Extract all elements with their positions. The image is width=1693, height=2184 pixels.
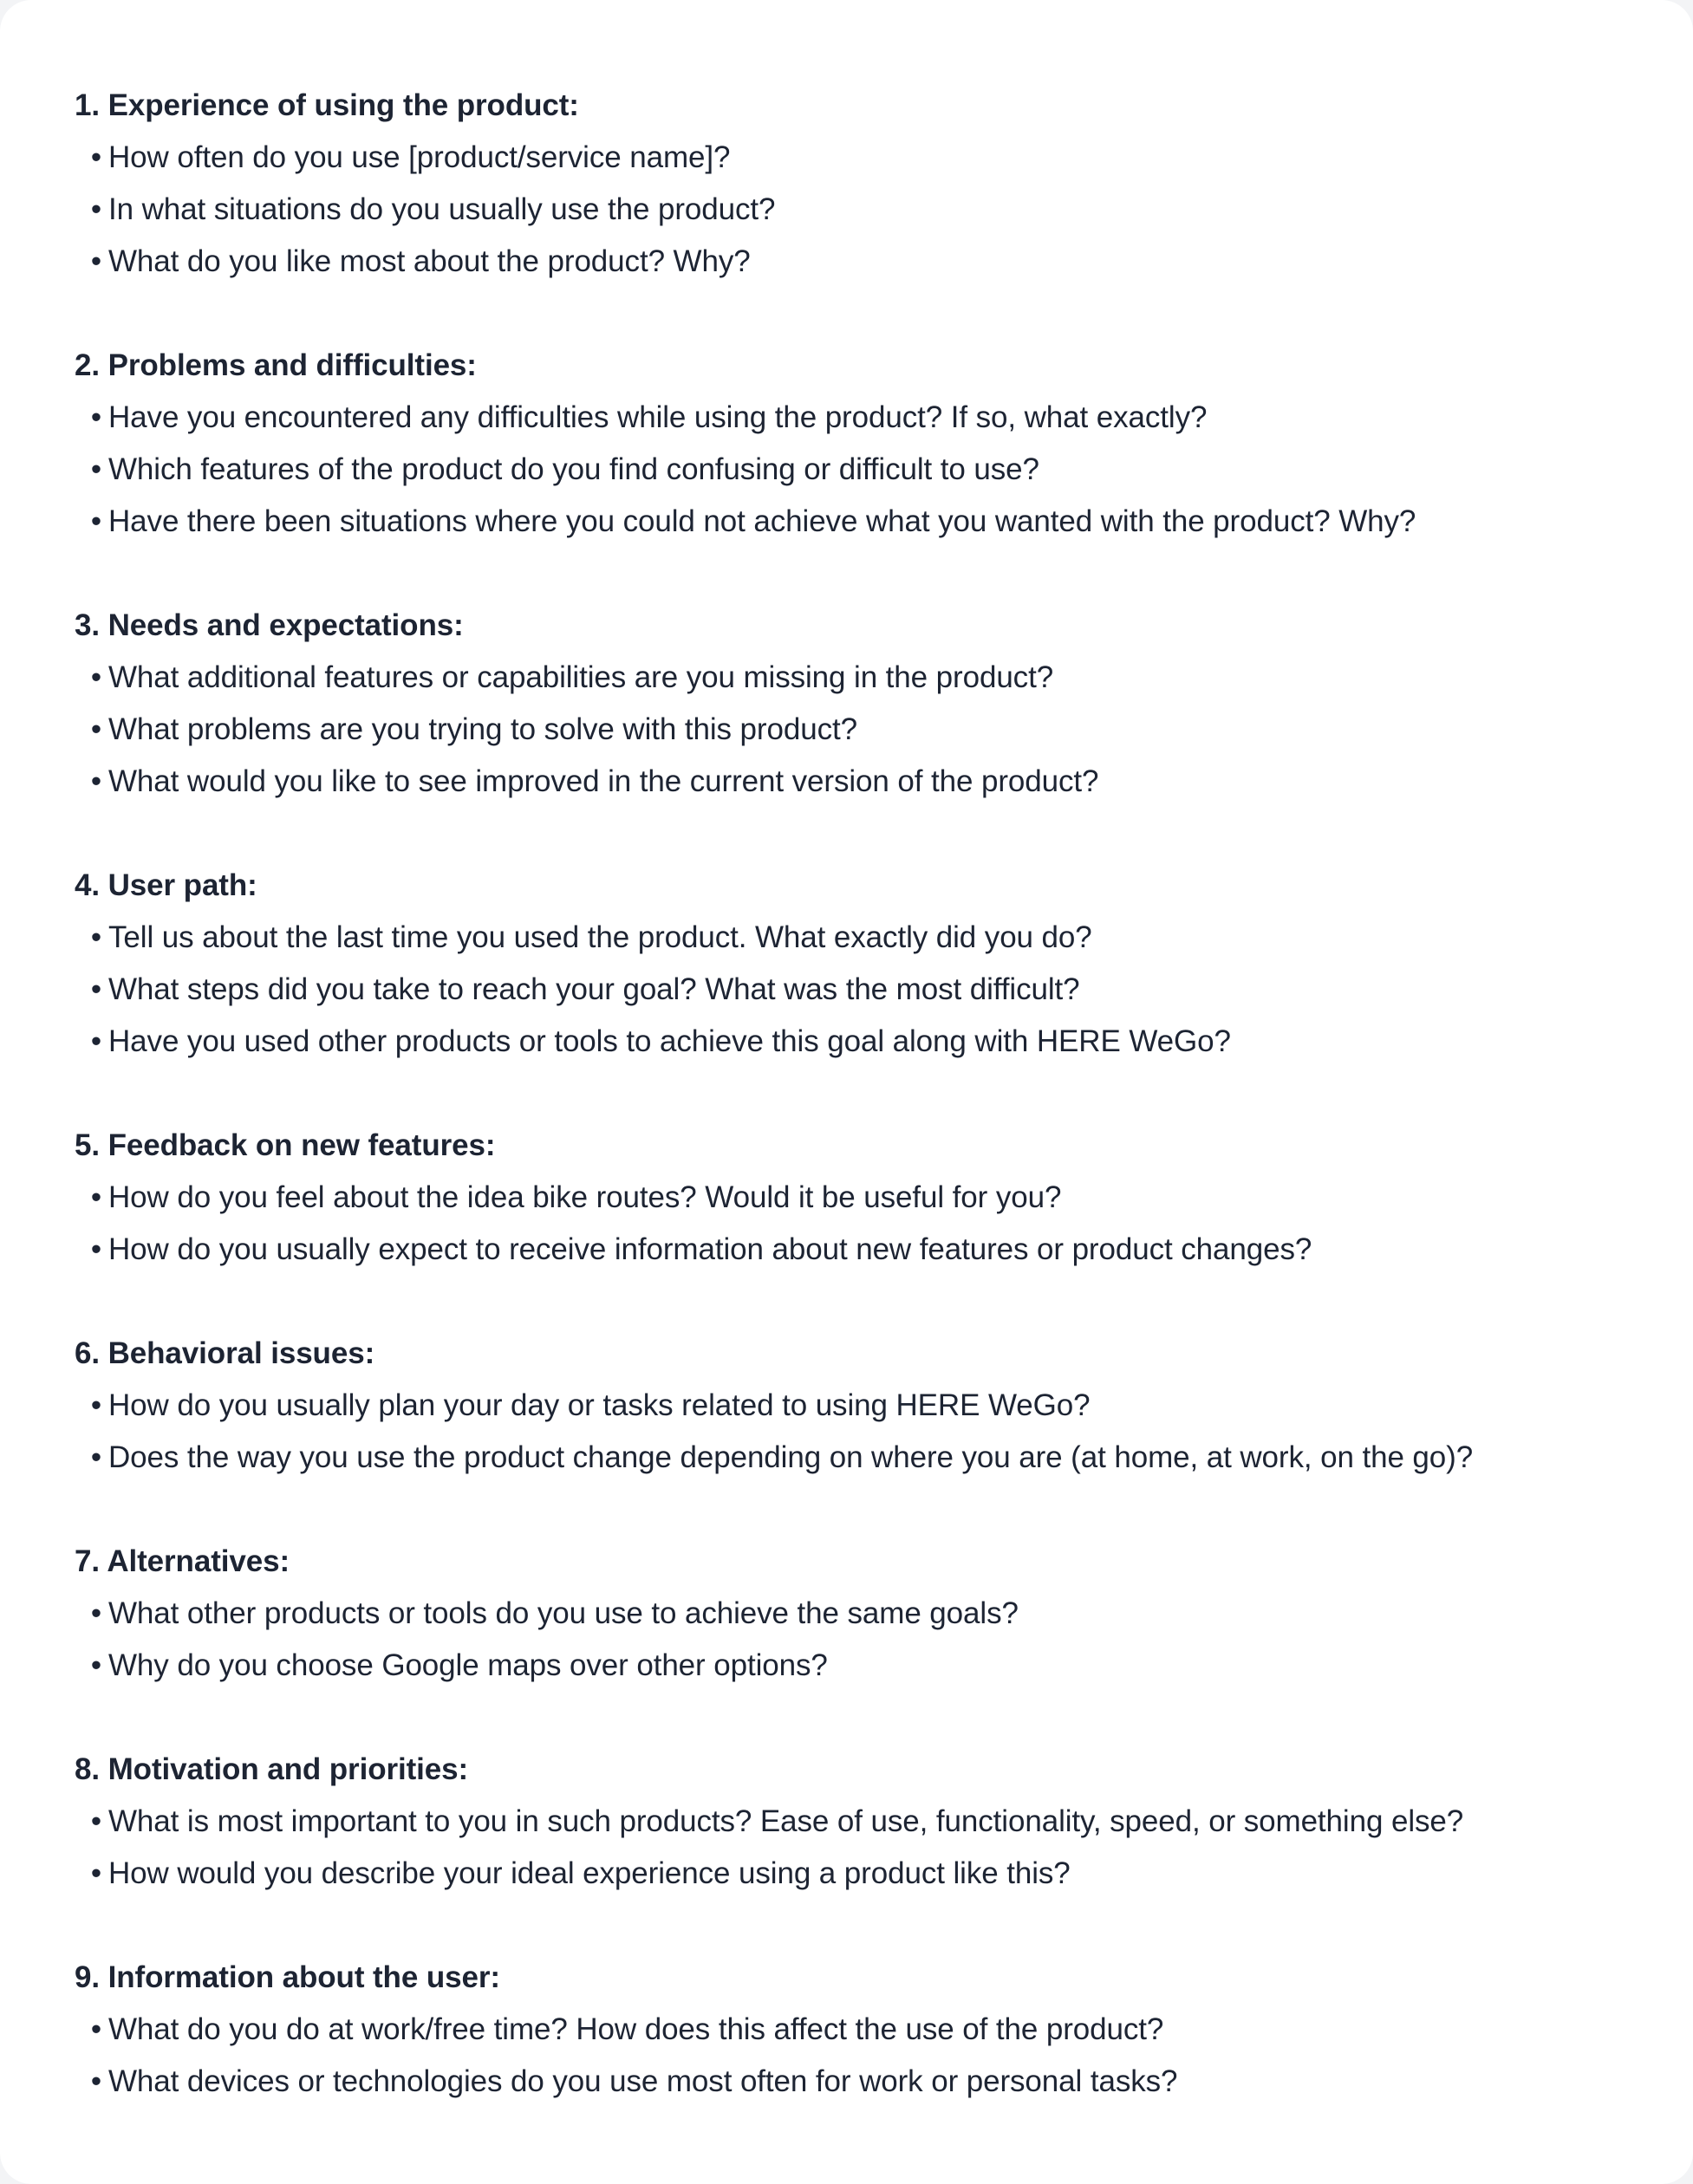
question-text: Have there been situations where you could not achieve what you wanted with the product? Why? (108, 504, 1416, 538)
question-item (75, 1796, 1693, 1848)
section-title: 8. Motivation and priorities: (75, 1752, 469, 1786)
question-text: What do you like most about the product? Why? (108, 244, 751, 278)
question-list (75, 2004, 1693, 2108)
question-item (75, 132, 1693, 184)
question-text: Does the way you use the product change depending on where you are (at home, at work, on the go)? (108, 1440, 1474, 1474)
question-text: How would you describe your ideal experience using a product like this? (108, 1856, 1071, 1890)
question-text: What is most important to you in such products? Ease of use, functionality, speed, or something else? (108, 1804, 1464, 1838)
section-behavioral (75, 1328, 1693, 1484)
question-list (75, 1588, 1693, 1692)
question-list (75, 1796, 1693, 1900)
section-user-path (75, 860, 1693, 1068)
section-title: 7. Alternatives: (75, 1544, 290, 1578)
question-item (75, 444, 1693, 496)
question-text: What devices or technologies do you use most often for work or personal tasks? (108, 2064, 1178, 2098)
bullet-icon: • (90, 140, 102, 174)
question-text: In what situations do you usually use the product? (108, 192, 776, 226)
question-item (75, 236, 1693, 288)
section-experience (75, 80, 1693, 288)
section-problems (75, 340, 1693, 548)
bullet-icon: • (90, 2012, 102, 2046)
question-item (75, 392, 1693, 444)
section-user-info (75, 1952, 1693, 2108)
question-text: What do you do at work/free time? How does this affect the use of the product? (108, 2012, 1164, 2046)
question-item (75, 2056, 1693, 2108)
question-list (75, 1172, 1693, 1276)
question-item (75, 1016, 1693, 1068)
section-title: 6. Behavioral issues: (75, 1336, 375, 1370)
question-item (75, 1640, 1693, 1692)
question-text: What steps did you take to reach your goal? What was the most difficult? (108, 972, 1080, 1006)
question-list (75, 132, 1693, 288)
bullet-icon: • (90, 1440, 102, 1474)
question-item (75, 2004, 1693, 2056)
question-list (75, 392, 1693, 548)
question-item (75, 704, 1693, 756)
question-text: How do you usually expect to receive information about new features or product changes? (108, 1232, 1312, 1266)
bullet-icon: • (90, 1388, 102, 1422)
section-feedback (75, 1120, 1693, 1276)
section-title: 3. Needs and expectations: (75, 608, 464, 642)
question-item (75, 1224, 1693, 1276)
bullet-icon: • (90, 1648, 102, 1682)
bullet-icon: • (90, 244, 102, 278)
question-text: How do you feel about the idea bike routes? Would it be useful for you? (108, 1180, 1062, 1214)
question-text: How often do you use [product/service name]? (108, 140, 731, 174)
question-text: Have you used other products or tools to achieve this goal along with HERE WeGo? (108, 1024, 1231, 1058)
question-item (75, 496, 1693, 548)
section-needs (75, 600, 1693, 808)
bullet-icon: • (90, 1856, 102, 1890)
question-list (75, 912, 1693, 1068)
bullet-icon: • (90, 1024, 102, 1058)
bullet-icon: • (90, 504, 102, 538)
bullet-icon: • (90, 712, 102, 746)
bullet-icon: • (90, 764, 102, 798)
question-item (75, 912, 1693, 964)
section-title: 1. Experience of using the product: (75, 88, 579, 122)
question-item (75, 964, 1693, 1016)
bullet-icon: • (90, 1232, 102, 1266)
bullet-icon: • (90, 660, 102, 694)
question-item (75, 652, 1693, 704)
section-title: 5. Feedback on new features: (75, 1128, 496, 1162)
bullet-icon: • (90, 1596, 102, 1630)
bullet-icon: • (90, 1180, 102, 1214)
section-title: 4. User path: (75, 868, 257, 902)
bullet-icon: • (90, 972, 102, 1006)
question-item (75, 1432, 1693, 1484)
question-text: Have you encountered any difficulties while using the product? If so, what exactly? (108, 400, 1208, 434)
question-text: Why do you choose Google maps over other options? (108, 1648, 828, 1682)
section-motivation (75, 1744, 1693, 1900)
section-title: 9. Information about the user: (75, 1960, 500, 1994)
question-text: Which features of the product do you find confusing or difficult to use? (108, 452, 1039, 486)
question-text: What would you like to see improved in the current version of the product? (108, 764, 1099, 798)
question-item (75, 1380, 1693, 1432)
question-text: What additional features or capabilities are you missing in the product? (108, 660, 1054, 694)
section-alternatives (75, 1536, 1693, 1692)
question-text: What problems are you trying to solve with this product? (108, 712, 857, 746)
question-item (75, 1588, 1693, 1640)
question-text: How do you usually plan your day or tasks related to using HERE WeGo? (108, 1388, 1091, 1422)
question-text: What other products or tools do you use to achieve the same goals? (108, 1596, 1019, 1630)
bullet-icon: • (90, 452, 102, 486)
question-list (75, 1380, 1693, 1484)
section-title: 2. Problems and difficulties: (75, 348, 477, 382)
question-item (75, 1172, 1693, 1224)
question-list (75, 652, 1693, 808)
bullet-icon: • (90, 920, 102, 954)
bullet-icon: • (90, 192, 102, 226)
question-text: Tell us about the last time you used the product. What exactly did you do? (108, 920, 1092, 954)
bullet-icon: • (90, 1804, 102, 1838)
question-item (75, 756, 1693, 808)
question-item (75, 184, 1693, 236)
bullet-icon: • (90, 2064, 102, 2098)
bullet-icon: • (90, 400, 102, 434)
question-item (75, 1848, 1693, 1900)
